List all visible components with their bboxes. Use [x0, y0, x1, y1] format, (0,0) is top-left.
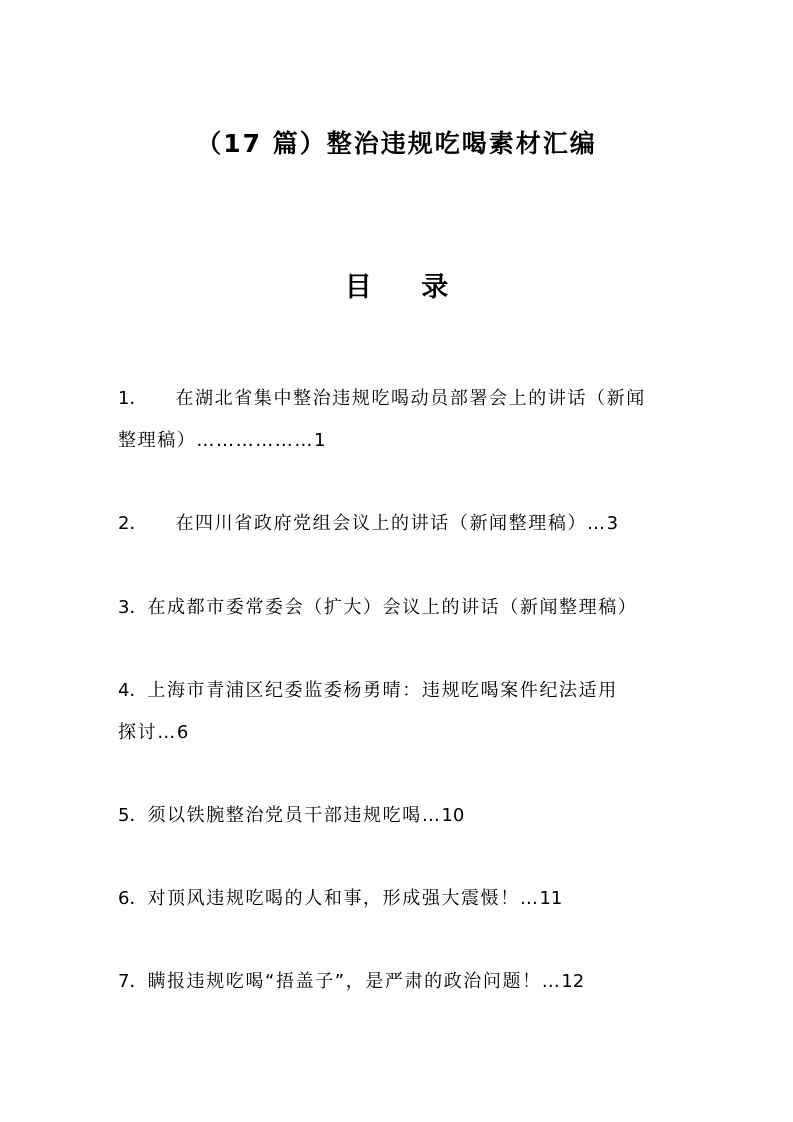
toc-item-2[interactable]: [118, 503, 688, 545]
toc-item-title: 在四川省政府党组会议上的讲话（新闻整理稿）…: [175, 513, 607, 534]
toc-item-4[interactable]: [118, 670, 688, 754]
toc-item-page: 6: [176, 722, 189, 743]
toc-item-number: 3．: [118, 597, 148, 618]
toc-item-title-continued: 探讨…: [118, 722, 177, 743]
toc-item-number: 1．: [118, 388, 148, 409]
toc-item-title: 在湖北省集中整治违规吃喝动员部署会上的讲话（新闻: [175, 388, 646, 409]
document-title: （17 篇）整治违规吃喝素材汇编: [196, 129, 597, 158]
toc-item-title: 上海市青浦区纪委监委杨勇晴：违规吃喝案件纪法适用: [147, 680, 618, 701]
toc-item-title: 须以铁腕整治党员干部违规吃喝…: [147, 805, 442, 826]
toc-item-title-continued: 整理稿）………………: [118, 430, 314, 451]
toc-heading: 目 录: [344, 272, 469, 303]
toc-item-page: 3: [606, 513, 619, 534]
toc-item-page: 12: [561, 971, 585, 992]
toc-item-title: 对顶风违规吃喝的人和事，形成强大震慑！…: [147, 888, 540, 909]
toc-item-6[interactable]: [118, 878, 688, 920]
toc-item-title: 在成都市委常委会（扩大）会议上的讲话（新闻整理稿）: [147, 597, 638, 618]
toc-item-7[interactable]: [118, 961, 688, 1003]
toc-item-number: 7．: [118, 971, 148, 992]
toc-item-number: 4．: [118, 680, 148, 701]
toc-item-1-line1: [118, 378, 688, 420]
toc-item-title: 瞒报违规吃喝“捂盖子”，是严肃的政治问题！…: [147, 971, 562, 992]
toc-item-3[interactable]: [118, 587, 688, 629]
toc-item-page: 10: [441, 805, 465, 826]
toc-item-page: 11: [539, 888, 563, 909]
toc-item-number: 6．: [118, 888, 148, 909]
toc-item-page: 1: [314, 430, 326, 451]
toc-item-1-line2: [118, 420, 688, 462]
toc-item-number: 5．: [118, 805, 148, 826]
toc-item-5[interactable]: [118, 795, 688, 837]
toc-item-1[interactable]: [118, 378, 688, 462]
toc-item-number: 2．: [118, 513, 148, 534]
